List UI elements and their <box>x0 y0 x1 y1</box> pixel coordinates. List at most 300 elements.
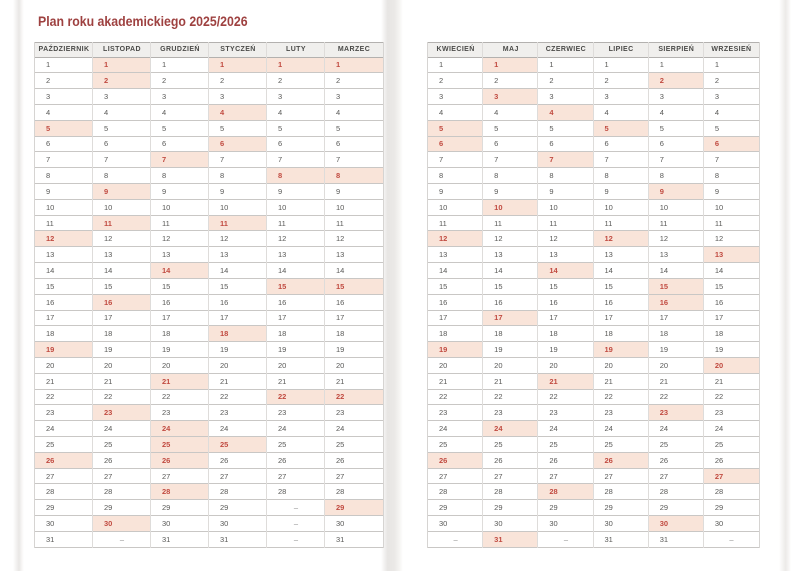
day-cell: 30 <box>209 516 267 532</box>
day-cell: 31 <box>325 532 383 548</box>
month-column-lipiec <box>593 42 649 548</box>
day-cell-highlighted: 19 <box>35 342 93 358</box>
day-cell: 16 <box>483 295 538 311</box>
day-cell: 7 <box>325 152 383 168</box>
day-cell: 5 <box>93 121 151 137</box>
day-cell: 16 <box>151 295 209 311</box>
day-cell: 30 <box>483 516 538 532</box>
day-cell: 17 <box>649 311 704 327</box>
day-cell-highlighted: 25 <box>209 437 267 453</box>
day-cell: 9 <box>325 184 383 200</box>
day-cell: 21 <box>704 374 759 390</box>
day-cell: 25 <box>267 437 325 453</box>
day-cell: 29 <box>93 500 151 516</box>
empty-day-cell: – <box>428 532 483 548</box>
day-cell: 3 <box>325 89 383 105</box>
day-cell-highlighted: 6 <box>704 137 759 153</box>
day-cell: 4 <box>483 105 538 121</box>
day-cell: 29 <box>594 500 649 516</box>
day-cell-highlighted: 15 <box>649 279 704 295</box>
day-cell: 9 <box>483 184 538 200</box>
day-cell: 25 <box>428 437 483 453</box>
day-cell-highlighted: 22 <box>267 390 325 406</box>
day-cell: 12 <box>151 231 209 247</box>
day-cell: 26 <box>267 453 325 469</box>
day-cell: 27 <box>649 469 704 485</box>
day-cell: 11 <box>428 216 483 232</box>
day-cell: 7 <box>35 152 93 168</box>
day-cell: 12 <box>704 231 759 247</box>
day-cell: 13 <box>483 247 538 263</box>
month-column-czerwiec <box>537 42 593 548</box>
month-column-grudzień <box>150 42 209 548</box>
day-cell: 6 <box>93 137 151 153</box>
day-cell-highlighted: 10 <box>483 200 538 216</box>
month-header: LIPIEC <box>594 42 649 58</box>
day-cell: 3 <box>209 89 267 105</box>
day-cell: 29 <box>649 500 704 516</box>
day-cell-highlighted: 6 <box>428 137 483 153</box>
day-cell-highlighted: 8 <box>325 168 383 184</box>
day-cell-highlighted: 26 <box>594 453 649 469</box>
day-cell: 6 <box>649 137 704 153</box>
day-cell: 15 <box>538 279 593 295</box>
day-cell: 18 <box>483 326 538 342</box>
day-cell: 7 <box>428 152 483 168</box>
day-cell-highlighted: 9 <box>649 184 704 200</box>
day-cell: 13 <box>428 247 483 263</box>
day-cell: 26 <box>704 453 759 469</box>
day-cell-highlighted: 31 <box>483 532 538 548</box>
day-cell: 9 <box>594 184 649 200</box>
day-cell: 5 <box>209 121 267 137</box>
day-cell: 26 <box>538 453 593 469</box>
day-cell: 9 <box>209 184 267 200</box>
day-cell: 12 <box>325 231 383 247</box>
day-cell: 13 <box>594 247 649 263</box>
day-cell: 15 <box>35 279 93 295</box>
month-column-maj <box>482 42 538 548</box>
day-cell: 20 <box>151 358 209 374</box>
day-cell: 22 <box>649 390 704 406</box>
day-cell: 18 <box>267 326 325 342</box>
day-cell: 1 <box>35 58 93 74</box>
day-cell: 3 <box>151 89 209 105</box>
day-cell: 15 <box>93 279 151 295</box>
day-cell: 24 <box>704 421 759 437</box>
calendar-table-right <box>427 42 760 548</box>
page-edge-right <box>779 0 791 571</box>
day-cell: 8 <box>151 168 209 184</box>
day-cell-highlighted: 25 <box>151 437 209 453</box>
day-cell: 8 <box>483 168 538 184</box>
day-cell: 18 <box>428 326 483 342</box>
day-cell: 10 <box>428 200 483 216</box>
day-cell: 25 <box>483 437 538 453</box>
empty-day-cell: – <box>267 516 325 532</box>
day-cell: 18 <box>325 326 383 342</box>
day-cell: 2 <box>35 73 93 89</box>
day-cell: 23 <box>428 405 483 421</box>
day-cell: 6 <box>35 137 93 153</box>
page-edge-left <box>13 0 24 571</box>
day-cell: 18 <box>35 326 93 342</box>
day-cell: 15 <box>704 279 759 295</box>
day-cell-highlighted: 19 <box>594 342 649 358</box>
day-cell-highlighted: 23 <box>93 405 151 421</box>
day-cell: 27 <box>35 469 93 485</box>
day-cell: 16 <box>35 295 93 311</box>
day-cell: 27 <box>209 469 267 485</box>
day-cell: 31 <box>649 532 704 548</box>
day-cell: 25 <box>538 437 593 453</box>
day-cell-highlighted: 30 <box>649 516 704 532</box>
day-cell: 16 <box>428 295 483 311</box>
day-cell: 3 <box>538 89 593 105</box>
day-cell: 22 <box>704 390 759 406</box>
day-cell: 25 <box>325 437 383 453</box>
day-cell: 18 <box>538 326 593 342</box>
day-cell: 10 <box>151 200 209 216</box>
day-cell: 26 <box>325 453 383 469</box>
day-cell-highlighted: 14 <box>538 263 593 279</box>
day-cell: 23 <box>325 405 383 421</box>
month-header: SIERPIEŃ <box>649 42 704 58</box>
day-cell: 11 <box>483 216 538 232</box>
day-cell-highlighted: 21 <box>538 374 593 390</box>
day-cell: 3 <box>594 89 649 105</box>
day-cell: 23 <box>267 405 325 421</box>
day-cell: 23 <box>594 405 649 421</box>
day-cell: 13 <box>209 247 267 263</box>
day-cell: 1 <box>151 58 209 74</box>
day-cell: 2 <box>704 73 759 89</box>
day-cell: 11 <box>594 216 649 232</box>
day-cell: 17 <box>93 311 151 327</box>
day-cell: 21 <box>209 374 267 390</box>
day-cell: 20 <box>649 358 704 374</box>
day-cell-highlighted: 19 <box>428 342 483 358</box>
day-cell: 13 <box>649 247 704 263</box>
day-cell: 5 <box>151 121 209 137</box>
day-cell: 9 <box>428 184 483 200</box>
day-cell: 14 <box>93 263 151 279</box>
day-cell: 29 <box>483 500 538 516</box>
day-cell: 13 <box>267 247 325 263</box>
day-cell: 15 <box>483 279 538 295</box>
day-cell: 6 <box>594 137 649 153</box>
day-cell: 10 <box>594 200 649 216</box>
day-cell: 19 <box>93 342 151 358</box>
day-cell-highlighted: 28 <box>538 484 593 500</box>
day-cell-highlighted: 5 <box>35 121 93 137</box>
day-cell: 2 <box>325 73 383 89</box>
day-cell: 4 <box>704 105 759 121</box>
day-cell: 5 <box>483 121 538 137</box>
day-cell-highlighted: 3 <box>483 89 538 105</box>
day-cell: 11 <box>151 216 209 232</box>
day-cell: 28 <box>649 484 704 500</box>
day-cell: 22 <box>483 390 538 406</box>
day-cell: 16 <box>538 295 593 311</box>
month-header: KWIECIEŃ <box>428 42 483 58</box>
day-cell: 22 <box>35 390 93 406</box>
day-cell: 1 <box>594 58 649 74</box>
day-cell: 19 <box>538 342 593 358</box>
empty-day-cell: – <box>267 532 325 548</box>
day-cell: 29 <box>538 500 593 516</box>
day-cell: 23 <box>35 405 93 421</box>
day-cell: 20 <box>483 358 538 374</box>
day-cell: 31 <box>35 532 93 548</box>
day-cell: 18 <box>93 326 151 342</box>
day-cell: 24 <box>267 421 325 437</box>
day-cell: 25 <box>594 437 649 453</box>
day-cell: 22 <box>93 390 151 406</box>
day-cell: 15 <box>428 279 483 295</box>
day-cell: 8 <box>704 168 759 184</box>
day-cell: 28 <box>325 484 383 500</box>
day-cell: 2 <box>267 73 325 89</box>
day-cell: 28 <box>267 484 325 500</box>
day-cell: 30 <box>428 516 483 532</box>
day-cell: 31 <box>594 532 649 548</box>
page-spine <box>381 0 403 571</box>
day-cell: 24 <box>538 421 593 437</box>
day-cell: 21 <box>649 374 704 390</box>
month-header: LUTY <box>267 42 325 58</box>
empty-day-cell: – <box>704 532 759 548</box>
month-column-marzec <box>324 42 383 548</box>
day-cell: 9 <box>151 184 209 200</box>
day-cell: 22 <box>209 390 267 406</box>
day-cell: 17 <box>704 311 759 327</box>
day-cell: 19 <box>483 342 538 358</box>
day-cell: 17 <box>35 311 93 327</box>
day-cell-highlighted: 13 <box>704 247 759 263</box>
day-cell: 9 <box>538 184 593 200</box>
day-cell: 18 <box>704 326 759 342</box>
day-cell: 24 <box>209 421 267 437</box>
day-cell: 15 <box>151 279 209 295</box>
day-cell: 30 <box>594 516 649 532</box>
day-cell: 12 <box>483 231 538 247</box>
month-header: MARZEC <box>325 42 383 58</box>
day-cell: 11 <box>704 216 759 232</box>
day-cell: 7 <box>93 152 151 168</box>
day-cell-highlighted: 24 <box>483 421 538 437</box>
day-cell: 8 <box>209 168 267 184</box>
day-cell: 17 <box>594 311 649 327</box>
day-cell: 28 <box>209 484 267 500</box>
month-header: STYCZEŃ <box>209 42 267 58</box>
day-cell: 4 <box>594 105 649 121</box>
day-cell-highlighted: 8 <box>267 168 325 184</box>
day-cell: 13 <box>35 247 93 263</box>
day-cell: 16 <box>704 295 759 311</box>
day-cell-highlighted: 16 <box>649 295 704 311</box>
day-cell: 26 <box>209 453 267 469</box>
day-cell: 26 <box>93 453 151 469</box>
empty-day-cell: – <box>538 532 593 548</box>
day-cell-highlighted: 1 <box>267 58 325 74</box>
day-cell-highlighted: 7 <box>151 152 209 168</box>
day-cell-highlighted: 26 <box>35 453 93 469</box>
day-cell: 30 <box>35 516 93 532</box>
day-cell: 1 <box>649 58 704 74</box>
day-cell-highlighted: 1 <box>325 58 383 74</box>
day-cell: 30 <box>325 516 383 532</box>
day-cell: 17 <box>428 311 483 327</box>
day-cell-highlighted: 14 <box>151 263 209 279</box>
day-cell: 11 <box>649 216 704 232</box>
day-cell: 8 <box>649 168 704 184</box>
day-cell-highlighted: 21 <box>151 374 209 390</box>
day-cell: 8 <box>93 168 151 184</box>
day-cell: 24 <box>428 421 483 437</box>
day-cell: 27 <box>267 469 325 485</box>
day-cell: 5 <box>704 121 759 137</box>
day-cell-highlighted: 17 <box>483 311 538 327</box>
day-cell: 23 <box>151 405 209 421</box>
day-cell: 8 <box>35 168 93 184</box>
day-cell: 27 <box>151 469 209 485</box>
day-cell: 2 <box>538 73 593 89</box>
day-cell-highlighted: 1 <box>93 58 151 74</box>
month-column-kwiecień <box>428 42 483 548</box>
day-cell: 13 <box>325 247 383 263</box>
day-cell: 7 <box>209 152 267 168</box>
day-cell-highlighted: 16 <box>93 295 151 311</box>
day-cell-highlighted: 23 <box>649 405 704 421</box>
day-cell-highlighted: 27 <box>704 469 759 485</box>
day-cell: 4 <box>35 105 93 121</box>
empty-day-cell: – <box>93 532 151 548</box>
day-cell: 17 <box>538 311 593 327</box>
month-header: MAJ <box>483 42 538 58</box>
day-cell: 15 <box>594 279 649 295</box>
day-cell: 14 <box>35 263 93 279</box>
day-cell: 8 <box>594 168 649 184</box>
day-cell: 3 <box>93 89 151 105</box>
day-cell: 10 <box>538 200 593 216</box>
day-cell: 5 <box>538 121 593 137</box>
empty-day-cell: – <box>267 500 325 516</box>
calendar-table-left <box>34 42 384 548</box>
day-cell: 23 <box>704 405 759 421</box>
day-cell: 31 <box>209 532 267 548</box>
day-cell: 28 <box>594 484 649 500</box>
day-cell: 25 <box>35 437 93 453</box>
day-cell: 24 <box>325 421 383 437</box>
day-cell: 13 <box>538 247 593 263</box>
day-cell: 30 <box>704 516 759 532</box>
day-cell: 28 <box>93 484 151 500</box>
day-cell: 21 <box>93 374 151 390</box>
day-cell: 3 <box>267 89 325 105</box>
day-cell: 11 <box>267 216 325 232</box>
day-cell: 2 <box>483 73 538 89</box>
day-cell: 4 <box>267 105 325 121</box>
day-cell: 10 <box>93 200 151 216</box>
day-cell: 3 <box>35 89 93 105</box>
day-cell: 6 <box>151 137 209 153</box>
day-cell: 22 <box>428 390 483 406</box>
day-cell-highlighted: 2 <box>649 73 704 89</box>
day-cell: 12 <box>209 231 267 247</box>
day-cell: 10 <box>35 200 93 216</box>
day-cell: 29 <box>35 500 93 516</box>
day-cell: 3 <box>649 89 704 105</box>
day-cell: 19 <box>267 342 325 358</box>
month-column-wrzesień <box>703 42 759 548</box>
day-cell: 17 <box>151 311 209 327</box>
day-cell: 27 <box>428 469 483 485</box>
day-cell: 2 <box>209 73 267 89</box>
day-cell: 14 <box>267 263 325 279</box>
day-cell-highlighted: 20 <box>704 358 759 374</box>
month-column-styczeń <box>208 42 267 548</box>
day-cell: 11 <box>35 216 93 232</box>
day-cell: 28 <box>483 484 538 500</box>
day-cell: 12 <box>267 231 325 247</box>
day-cell: 4 <box>649 105 704 121</box>
day-cell: 18 <box>594 326 649 342</box>
day-cell: 28 <box>704 484 759 500</box>
day-cell: 24 <box>649 421 704 437</box>
day-cell: 10 <box>267 200 325 216</box>
day-cell: 27 <box>93 469 151 485</box>
month-column-październik <box>35 42 93 548</box>
day-cell: 20 <box>538 358 593 374</box>
day-cell: 19 <box>704 342 759 358</box>
day-cell: 14 <box>483 263 538 279</box>
day-cell: 17 <box>209 311 267 327</box>
day-cell: 14 <box>649 263 704 279</box>
day-cell: 20 <box>267 358 325 374</box>
day-cell: 14 <box>428 263 483 279</box>
month-header: GRUDZIEŃ <box>151 42 209 58</box>
day-cell-highlighted: 7 <box>538 152 593 168</box>
month-header: LISTOPAD <box>93 42 151 58</box>
day-cell: 3 <box>704 89 759 105</box>
month-header: WRZESIEŃ <box>704 42 759 58</box>
day-cell: 6 <box>483 137 538 153</box>
day-cell: 26 <box>483 453 538 469</box>
day-cell: 2 <box>151 73 209 89</box>
day-cell: 25 <box>704 437 759 453</box>
day-cell: 21 <box>267 374 325 390</box>
day-cell: 7 <box>483 152 538 168</box>
day-cell: 5 <box>325 121 383 137</box>
day-cell: 1 <box>428 58 483 74</box>
day-cell: 28 <box>35 484 93 500</box>
day-cell: 1 <box>538 58 593 74</box>
day-cell: 24 <box>93 421 151 437</box>
day-cell: 13 <box>151 247 209 263</box>
day-cell: 24 <box>594 421 649 437</box>
day-cell: 21 <box>325 374 383 390</box>
page-title: Plan roku akademickiego 2025/2026 <box>38 13 248 29</box>
day-cell: 25 <box>93 437 151 453</box>
day-cell: 21 <box>35 374 93 390</box>
day-cell: 7 <box>594 152 649 168</box>
day-cell: 19 <box>649 342 704 358</box>
day-cell: 10 <box>209 200 267 216</box>
day-cell: 26 <box>649 453 704 469</box>
day-cell: 13 <box>93 247 151 263</box>
day-cell: 30 <box>151 516 209 532</box>
